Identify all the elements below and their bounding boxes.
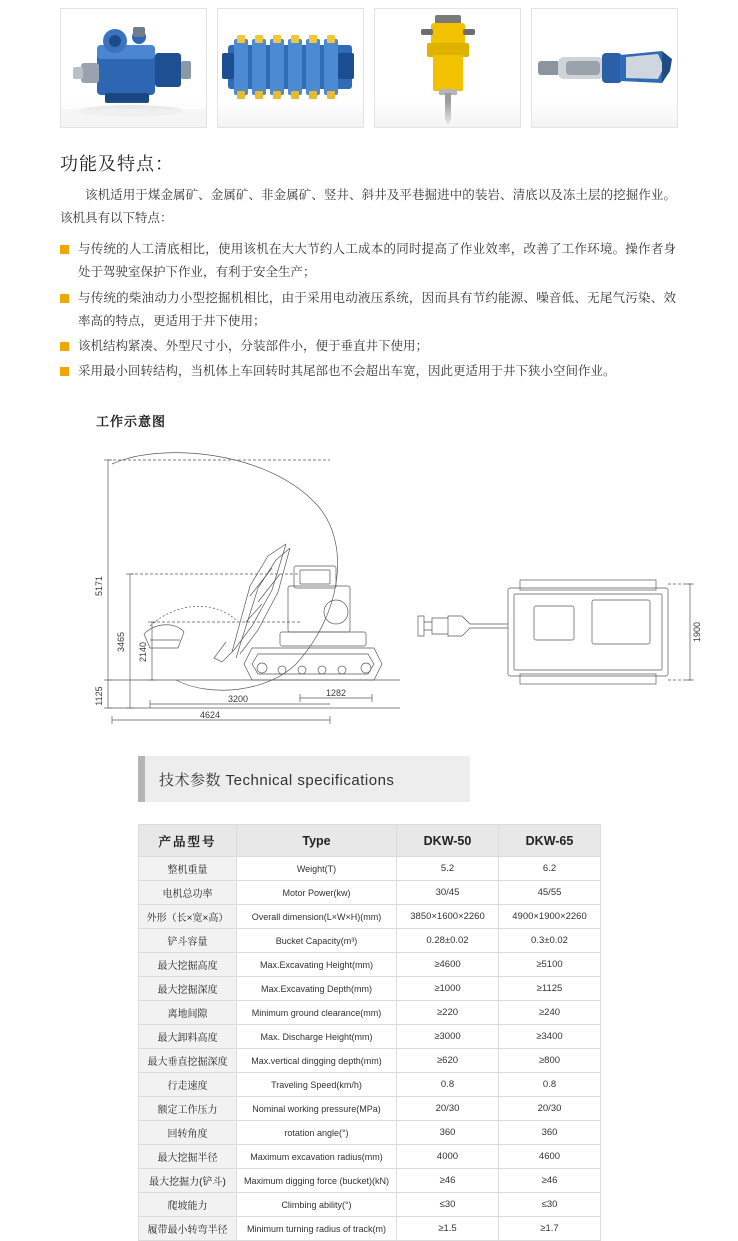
thumbnail-shade bbox=[532, 101, 677, 127]
table-cell: Traveling Speed(km/h) bbox=[237, 1073, 397, 1097]
table-cell: ≤30 bbox=[397, 1193, 499, 1217]
table-row bbox=[139, 1001, 601, 1025]
bullet-square-icon bbox=[60, 294, 69, 303]
list-item bbox=[60, 360, 676, 383]
table-cell: ≥800 bbox=[499, 1049, 601, 1073]
table-cell: ≥4600 bbox=[397, 953, 499, 977]
table-row bbox=[139, 905, 601, 929]
spec-banner bbox=[138, 756, 470, 802]
diagram-title: 工作示意图 bbox=[96, 414, 167, 429]
table-cell: 4600 bbox=[499, 1145, 601, 1169]
table-cell: 6.2 bbox=[499, 857, 601, 881]
table-cell: 离地间隙 bbox=[139, 1001, 237, 1025]
table-cell: Climbing ability(°) bbox=[237, 1193, 397, 1217]
dimension-label-3465: 3465 bbox=[116, 631, 126, 653]
table-cell: 45/55 bbox=[499, 881, 601, 905]
table-cell: 360 bbox=[397, 1121, 499, 1145]
thumbnail-shade bbox=[61, 101, 206, 127]
dimension-label-1900: 1900 bbox=[692, 621, 702, 643]
dimension-label-3200: 3200 bbox=[227, 694, 249, 704]
dimension-label-1125: 1125 bbox=[94, 686, 104, 706]
table-row bbox=[139, 953, 601, 977]
table-cell: ≥1.5 bbox=[397, 1217, 499, 1241]
table-cell: 履带最小转弯半径 bbox=[139, 1217, 237, 1241]
spec-banner-bar bbox=[138, 756, 145, 802]
table-cell: Minimum ground clearance(mm) bbox=[237, 1001, 397, 1025]
table-cell: Bucket Capacity(m³) bbox=[237, 929, 397, 953]
multi-way-valve-thumbnail[interactable] bbox=[217, 8, 364, 128]
table-row bbox=[139, 1193, 601, 1217]
table-cell: ≥1125 bbox=[499, 977, 601, 1001]
dimension-label-1282: 1282 bbox=[325, 688, 347, 698]
table-cell: 4000 bbox=[397, 1145, 499, 1169]
table-cell: ≥5100 bbox=[499, 953, 601, 977]
table-cell: ≥220 bbox=[397, 1001, 499, 1025]
drill-head-thumbnail[interactable] bbox=[531, 8, 678, 128]
table-cell: 最大垂直挖掘深度 bbox=[139, 1049, 237, 1073]
table-row bbox=[139, 1217, 601, 1241]
column-header-dkw50: DKW-50 bbox=[397, 825, 499, 857]
table-cell: 20/30 bbox=[499, 1097, 601, 1121]
table-cell: ≥3400 bbox=[499, 1025, 601, 1049]
table-cell: ≥1.7 bbox=[499, 1217, 601, 1241]
table-cell: ≥240 bbox=[499, 1001, 601, 1025]
table-cell: Weight(T) bbox=[237, 857, 397, 881]
table-row bbox=[139, 1073, 601, 1097]
table-row bbox=[139, 1049, 601, 1073]
list-item-text: 与传统的人工清底相比，使用该机在大大节约人工成本的同时提高了作业效率，改善了工作环境。操作者身处于驾驶室保护下作业，有利于安全生产； bbox=[78, 242, 676, 280]
table-row bbox=[139, 881, 601, 905]
column-header-type: Type bbox=[237, 825, 397, 857]
dimension-label-5171: 5171 bbox=[94, 575, 104, 597]
table-row bbox=[139, 1169, 601, 1193]
table-cell: 铲斗容量 bbox=[139, 929, 237, 953]
table-cell: 4900×1900×2260 bbox=[499, 905, 601, 929]
list-item-text: 与传统的柴油动力小型挖掘机相比，由于采用电动液压系统，因而具有节约能源、噪音低、无尾气污染、效率高的特点，更适用于井下使用； bbox=[78, 290, 676, 328]
table-cell: 最大挖掘深度 bbox=[139, 977, 237, 1001]
table-cell: 外形（长×宽×高） bbox=[139, 905, 237, 929]
table-cell: 电机总功率 bbox=[139, 881, 237, 905]
table-cell: ≥46 bbox=[397, 1169, 499, 1193]
table-cell: ≤30 bbox=[499, 1193, 601, 1217]
table-cell: Max. Discharge Height(mm) bbox=[237, 1025, 397, 1049]
list-item-text: 该机结构紧凑、外型尺寸小，分装部件小，便于垂直井下使用； bbox=[78, 338, 429, 353]
hydraulic-breaker-thumbnail[interactable] bbox=[374, 8, 521, 128]
table-cell: Maximum digging force (bucket)(kN) bbox=[237, 1169, 397, 1193]
table-cell: ≥46 bbox=[499, 1169, 601, 1193]
table-cell: 20/30 bbox=[397, 1097, 499, 1121]
table-cell: Max.vertical dingging depth(mm) bbox=[237, 1049, 397, 1073]
table-cell: 最大挖掘半径 bbox=[139, 1145, 237, 1169]
table-row bbox=[139, 1097, 601, 1121]
thumbnail-shade bbox=[218, 101, 363, 127]
hydraulic-pump-thumbnail[interactable] bbox=[60, 8, 207, 128]
table-cell: 0.28±0.02 bbox=[397, 929, 499, 953]
table-row bbox=[139, 1121, 601, 1145]
table-header-row bbox=[139, 825, 601, 857]
working-diagram bbox=[0, 436, 738, 746]
list-item bbox=[60, 238, 676, 284]
table-cell: Minimum turning radius of track(m) bbox=[237, 1217, 397, 1241]
thumbnail-shade bbox=[375, 101, 520, 127]
dimension-label-2140: 2140 bbox=[138, 641, 148, 663]
table-cell: 爬坡能力 bbox=[139, 1193, 237, 1217]
table-cell: Maximum excavation radius(mm) bbox=[237, 1145, 397, 1169]
table-cell: 最大挖掘力(铲斗) bbox=[139, 1169, 237, 1193]
table-cell: 最大挖掘高度 bbox=[139, 953, 237, 977]
table-cell: 行走速度 bbox=[139, 1073, 237, 1097]
table-cell: rotation angle(°) bbox=[237, 1121, 397, 1145]
dimension-label-4624: 4624 bbox=[199, 710, 221, 720]
table-cell: Overall dimension(L×W×H)(mm) bbox=[237, 905, 397, 929]
spec-banner-text: 技术参数 Technical specifications bbox=[159, 771, 395, 789]
table-row bbox=[139, 1145, 601, 1169]
table-cell: ≥620 bbox=[397, 1049, 499, 1073]
table-cell: 360 bbox=[499, 1121, 601, 1145]
list-item bbox=[60, 287, 676, 333]
features-intro: 该机适用于煤金属矿、金属矿、非金属矿、竖井、斜井及平巷掘进中的装岩、清底以及冻土层的挖掘作业。该机具有以下特点： bbox=[60, 188, 676, 226]
product-thumbnail-row bbox=[0, 0, 738, 128]
features-bullet-list bbox=[0, 230, 738, 383]
table-cell: 最大卸料高度 bbox=[139, 1025, 237, 1049]
table-cell: 整机重量 bbox=[139, 857, 237, 881]
bullet-square-icon bbox=[60, 245, 69, 254]
list-item bbox=[60, 335, 676, 358]
table-cell: 额定工作压力 bbox=[139, 1097, 237, 1121]
list-item-text: 采用最小回转结构，当机体上车回转时其尾部也不会超出车宽，因此更适用于井下狭小空间作业。 bbox=[78, 363, 616, 378]
features-title: 功能及特点： bbox=[60, 154, 174, 174]
table-cell: 3850×1600×2260 bbox=[397, 905, 499, 929]
specifications-table-body bbox=[139, 857, 601, 1241]
table-cell: 30/45 bbox=[397, 881, 499, 905]
table-cell: 回转角度 bbox=[139, 1121, 237, 1145]
table-cell: Motor Power(kw) bbox=[237, 881, 397, 905]
table-cell: 0.8 bbox=[397, 1073, 499, 1097]
table-cell: Max.Excavating Height(mm) bbox=[237, 953, 397, 977]
table-cell: 0.8 bbox=[499, 1073, 601, 1097]
specifications-table bbox=[138, 824, 601, 1241]
table-cell: 5.2 bbox=[397, 857, 499, 881]
bullet-square-icon bbox=[60, 367, 69, 376]
column-header-dkw65: DKW-65 bbox=[499, 825, 601, 857]
table-row bbox=[139, 1025, 601, 1049]
table-row bbox=[139, 977, 601, 1001]
table-cell: 0.3±0.02 bbox=[499, 929, 601, 953]
bullet-square-icon bbox=[60, 342, 69, 351]
table-cell: Max.Excavating Depth(mm) bbox=[237, 977, 397, 1001]
table-row bbox=[139, 857, 601, 881]
table-cell: ≥3000 bbox=[397, 1025, 499, 1049]
table-cell: ≥1000 bbox=[397, 977, 499, 1001]
table-row bbox=[139, 929, 601, 953]
column-header-model: 产品型号 bbox=[139, 825, 237, 857]
table-cell: Nominal working pressure(MPa) bbox=[237, 1097, 397, 1121]
